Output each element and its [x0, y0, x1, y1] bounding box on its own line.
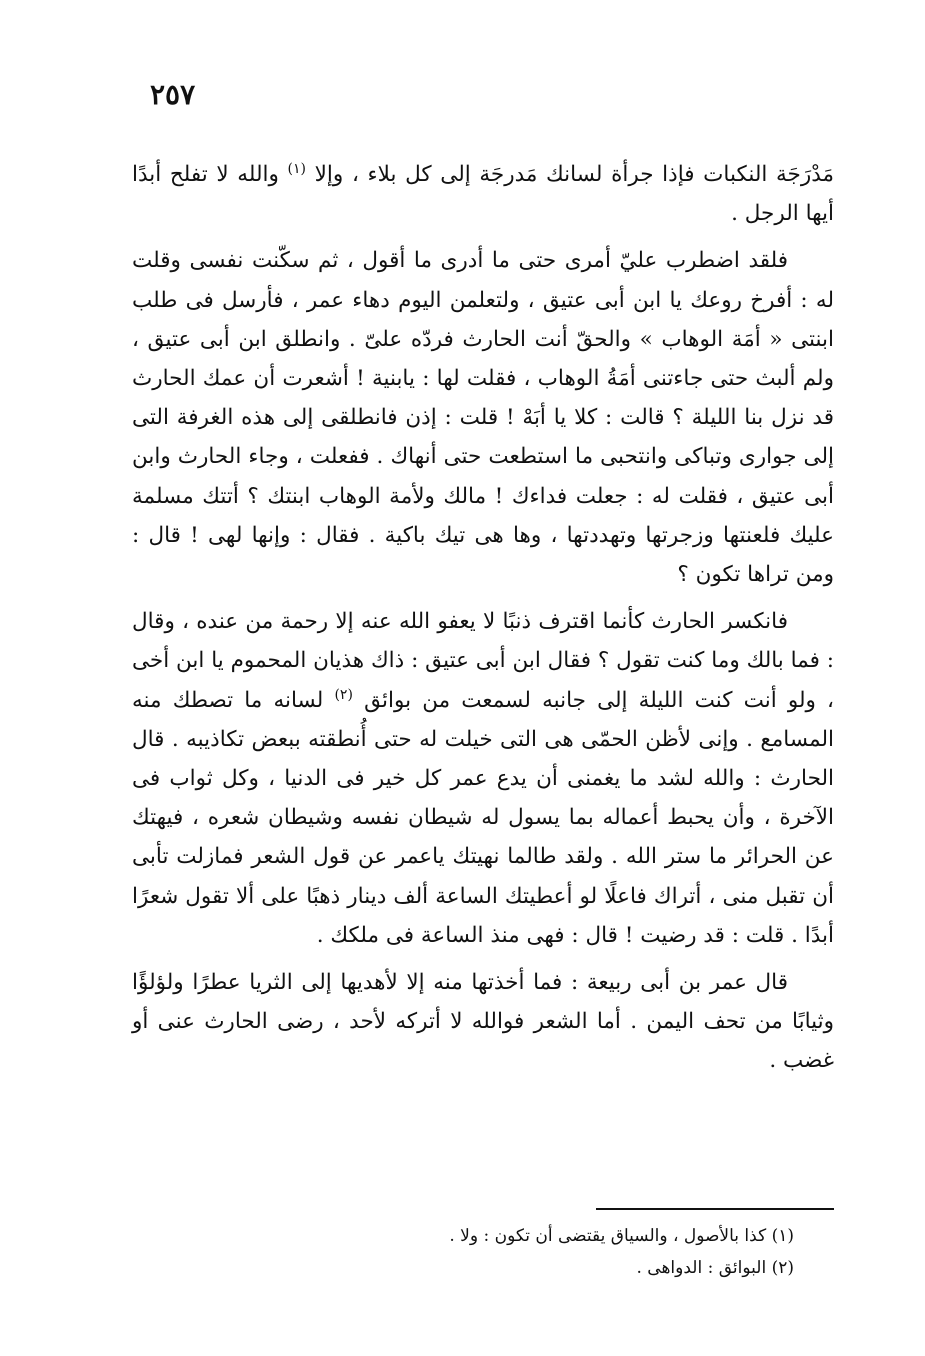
footnote: (٢) البوائق : الدواهى .	[636, 1258, 794, 1278]
paragraph-text: مَدْرَجَة النكبات فإذا جرأة لسانك مَدرجَة إلى كل بلاء ، وإلا	[314, 162, 835, 187]
footnotes	[300, 1220, 794, 1284]
paragraph	[132, 963, 834, 1081]
paragraph-text: لسانه ما تصطك منه المسامع . وإنى لأظن الحمّى هى التى خيلت له حتى أُنطقته ببعض تكاذيبه . قال الحارث : والله لشد ما يغمنى أن يدع عمر كل خير فى الدنيا ، وكل ثواب فى الآخرة ، وأن يحبط أعماله بما يسول له شيطان نفسه وشيطان شعره ، فيهتك عن الحرائر ما ستر الله . ولقد طالما نهيتك ياعمر عن قول الشعر فمازلت تأبى أن تقبل منى ، أتراك فاعلًا لو أعطيتك الساعة ألف دينار ذهبًا على ألا تقول شعرًا أبدًا . قلت : قد رضيت ! قال : فهى منذ الساعة فى ملكك .	[132, 687, 834, 948]
page-number: ٢٥٧	[150, 78, 196, 111]
footnote-reference: (٢)	[334, 686, 353, 703]
paragraph-text: قال عمر بن أبى ربيعة : فما أخذتها منه إلا لأهديها إلى الثريا عطرًا ولؤلؤًا وثيابًا من تحف اليمن . أما الشعر فوالله لا أتركه لأحد ، رضى الحارث عنى أو غضب .	[132, 970, 834, 1074]
paragraph	[132, 602, 834, 955]
paragraph-text: فانكسر الحارث كأنما اقترف ذنبًا لا يعفو الله عنه إلا رحمة من عنده ، وقال : فما بالك وما كنت تقول ؟ فقال ابن أبى عتيق : ذاك هذيان المحموم يا ابن أخى ، ولو أنت كنت الليلة إلى جانبه لسمعت من بوائق	[132, 609, 834, 713]
paragraph	[132, 241, 834, 594]
footnote: (١) كذا بالأصول ، والسياق يقتضى أن تكون : ولا .	[449, 1226, 794, 1246]
paragraph-text: فلقد اضطرب عليّ أمرى حتى ما أدرى ما أقول ، ثم سكّنت نفسى وقلت له : أفرخ روعك يا ابن أبى عتيق ، ولتعلمن اليوم دهاء عمر ، فأرسل فى طلب ابنتى « أمَة الوهاب » والحقّ أنت الحارث فردّه علىّ . وانطلق ابن أبى عتيق ، ولم ألبث حتى جاءتنى أمَةُ الوهاب ، فقلت لها : يابنية ! أشعرت أن عمك الحارث قد نزل بنا الليلة ؟ قالت : كلا يا أبَهْ ! قلت : إذن فانطلقى إلى هذه الغرفة التى إلى جوارى وتباكى وانتحبى ما استطعت حتى أنهاك . ففعلت ، وجاء الحارث وابن أبى عتيق ، فقلت له : جعلت فداءك ! مالك ولأمة الوهاب ابنتك ؟ أتتك مسلمة عليك فلعنتها وزجرتها وتهددتها ، وها هى تيك باكية . فقال : وإنها لهى ! قال : ومن تراها تكون ؟	[132, 248, 834, 588]
paragraph	[132, 155, 834, 233]
footnote-divider	[596, 1208, 834, 1210]
body-text	[132, 155, 834, 1089]
paragraph-text: والله لا تفلح أبدًا أيها الرجل .	[132, 162, 834, 227]
footnote-reference: (١)	[287, 160, 306, 177]
